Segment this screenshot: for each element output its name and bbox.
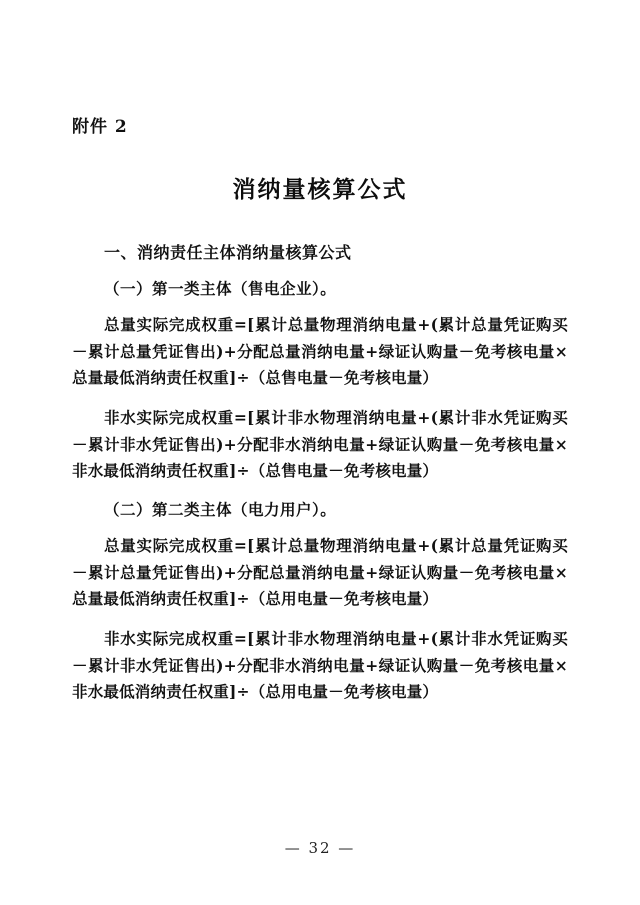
attachment-label: 附件 2 [72,117,128,137]
subsection-heading-one: （一）第一类主体（售电企业）。 [104,279,337,298]
section-heading: 一、消纳责任主体消纳量核算公式 [104,243,352,262]
formula-total-weight-seller: 总量实际完成权重=[累计总量物理消纳电量+(累计总量凭证购买－累计总量凭证售出)+分配总量消纳电量+绿证认购量－免考核电量×总量最低消纳责任权重]÷（总售电量－免考核电量） [72,315,568,388]
page-number: — 32 — [284,839,356,857]
formula-nonhydro-weight-user: 非水实际完成权重=[累计非水物理消纳电量+(累计非水凭证购买－累计非水凭证售出)+分配非水消纳电量+绿证认购量－免考核电量×非水最低消纳责任权重]÷（总用电量－免考核电量） [72,628,568,702]
formula-total-weight-user: 总量实际完成权重=[累计总量物理消纳电量+(累计总量凭证购买－累计总量凭证售出)+分配总量消纳电量+绿证认购量－免考核电量×总量最低消纳责任权重]÷（总用电量－免考核电量） [72,535,568,609]
page-title: 消纳量核算公式 [232,176,408,203]
formula-nonhydro-weight-seller: 非水实际完成权重=[累计非水物理消纳电量+(累计非水凭证购买－累计非水凭证售出)+分配非水消纳电量+绿证认购量－免考核电量×非水最低消纳责任权重]÷（总售电量－免考核电量） [72,407,568,481]
subsection-heading-two: （二）第二类主体（电力用户）。 [104,499,337,519]
